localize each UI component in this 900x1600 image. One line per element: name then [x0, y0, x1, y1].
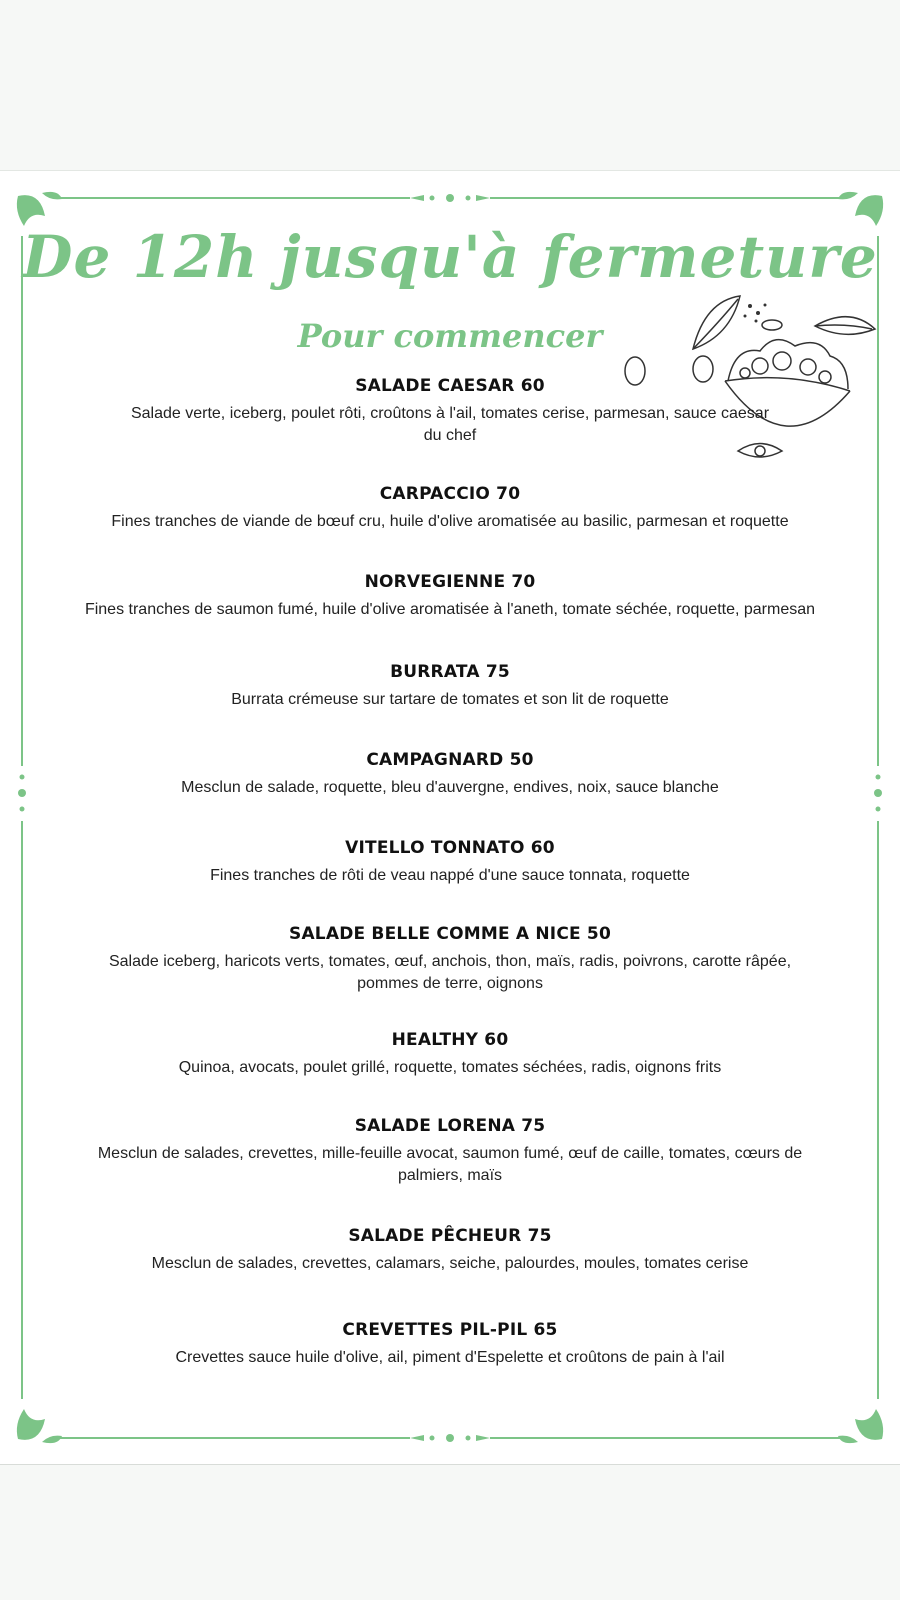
menu-item: [30, 837, 870, 887]
menu-item-description: Mesclun de salades, crevettes, mille-feuille avocat, saumon fumé, œuf de caille, tomates, cœurs de palmiers, maïs: [97, 1145, 803, 1184]
menu-item-name: CARPACCIO 70: [379, 484, 521, 504]
menu-item: [30, 661, 870, 711]
menu-item: [30, 571, 870, 621]
menu-item-name: VITELLO TONNATO 60: [345, 838, 555, 858]
menu-item-name: SALADE CAESAR 60: [355, 376, 545, 396]
menu-item-name: SALADE BELLE COMME A NICE 50: [289, 924, 611, 944]
menu-item-name: SALADE LORENA 75: [354, 1116, 546, 1136]
menu-item: [30, 1225, 870, 1275]
menu-item: [30, 1029, 870, 1079]
menu-item-description: Burrata crémeuse sur tartare de tomates et son lit de roquette: [231, 691, 669, 708]
menu-item-description: Crevettes sauce huile d'olive, ail, piment d'Espelette et croûtons de pain à l'ail: [175, 1349, 725, 1366]
menu-item-description: Fines tranches de rôti de veau nappé d'une sauce tonnata, roquette: [210, 867, 690, 884]
menu-item: [30, 923, 870, 995]
menu-item-name: CAMPAGNARD 50: [366, 750, 534, 770]
menu-item-description: Mesclun de salade, roquette, bleu d'auvergne, endives, noix, sauce blanche: [181, 779, 719, 796]
menu-item: [30, 375, 870, 447]
menu-item-description: Fines tranches de saumon fumé, huile d'olive aromatisée à l'aneth, tomate séchée, roquette, parmesan: [84, 601, 816, 618]
menu-item: [30, 1319, 870, 1369]
section-subtitle: Pour commencer: [297, 317, 603, 355]
menu-item-description: Mesclun de salades, crevettes, calamars, seiche, palourdes, moules, tomates cerise: [151, 1255, 749, 1272]
menu-item-name: BURRATA 75: [390, 662, 510, 682]
menu-item: [30, 1115, 870, 1187]
menu-page: [0, 170, 900, 1465]
menu-item-name: CREVETTES PIL-PIL 65: [342, 1320, 558, 1340]
menu-item: [30, 483, 870, 533]
menu-item: [30, 749, 870, 799]
menu-item-description: Fines tranches de viande de bœuf cru, huile d'olive aromatisée au basilic, parmesan et roquette: [111, 513, 789, 530]
menu-item-name: SALADE PÊCHEUR 75: [348, 1226, 552, 1246]
menu-item-description: Salade iceberg, haricots verts, tomates, œuf, anchois, thon, maïs, radis, poivrons, carotte râpée, pommes de terre, oignons: [108, 953, 792, 992]
menu-item-name: NORVEGIENNE 70: [364, 572, 536, 592]
page-title: De 12h jusqu'à fermeture: [22, 223, 878, 291]
menu-item-description: Quinoa, avocats, poulet grillé, roquette, tomates séchées, radis, oignons frits: [178, 1059, 722, 1076]
menu-item-name: HEALTHY 60: [391, 1030, 509, 1050]
menu-item-description: Salade verte, iceberg, poulet rôti, croûtons à l'ail, tomates cerise, parmesan, sauce caesar du chef: [130, 405, 770, 444]
